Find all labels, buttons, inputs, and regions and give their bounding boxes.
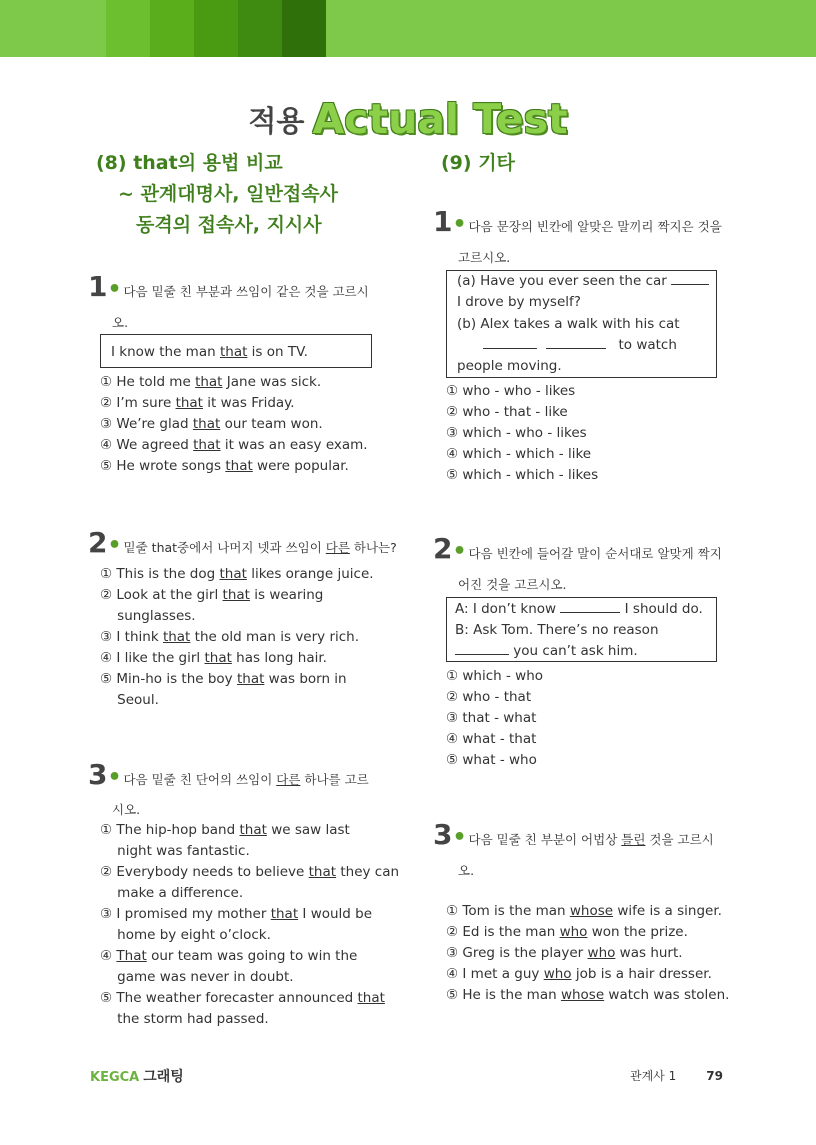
question-number: 1 <box>88 270 108 303</box>
option-continuation[interactable]: home by eight o’clock. <box>100 927 271 943</box>
options-list <box>100 564 374 711</box>
underlined-word: that <box>219 344 248 360</box>
question-1-right: 1• 다음 문장의 빈칸에 알맞은 말끼리 짝지은 것을 <box>433 205 722 238</box>
option[interactable]: ① Tom is the man whose wife is a singer. <box>446 903 722 919</box>
option[interactable]: ③ We’re glad that our team won. <box>100 416 323 432</box>
heading-line: ~ 관계대명사, 일반접속사 <box>118 183 338 205</box>
option[interactable]: ③ I promised my mother that I would be <box>100 906 373 922</box>
underlined-word: 다른 <box>325 540 350 555</box>
header-bar-segment <box>0 0 106 57</box>
question-prompt: 하나는? <box>349 540 397 555</box>
box-text: you can’t ask him. <box>513 643 638 659</box>
question-2-right: 2• 다음 빈칸에 들어갈 말이 순서대로 알맞게 짝지 <box>433 532 722 565</box>
box-text: (a) Have you ever seen the car <box>457 273 667 289</box>
question-prompt: 다음 문장의 빈칸에 알맞은 말끼리 짝지은 것을 <box>468 219 722 234</box>
brand-name: 그래팅 <box>143 1069 184 1085</box>
question-prompt: 것을 고르시 <box>645 832 714 847</box>
question-prompt: 다음 밑줄 친 부분이 어법상 <box>468 832 622 847</box>
chapter-label: 관계사 1 <box>630 1069 677 1083</box>
box-text: (b) Alex takes a walk with his cat <box>457 316 680 332</box>
section-heading-9: (9) 기타 <box>441 152 515 174</box>
section-heading-8 <box>96 148 338 241</box>
option[interactable]: ④ I met a guy who job is a hair dresser. <box>446 966 712 982</box>
option-continuation[interactable]: Seoul. <box>100 692 159 708</box>
option[interactable]: ② Ed is the man who won the prize. <box>446 924 688 940</box>
underlined-word: 틀린 <box>621 832 646 847</box>
option[interactable]: ④ We agreed that it was an easy exam. <box>100 437 368 453</box>
option[interactable]: ⑤ what - who <box>446 752 537 768</box>
header-color-bar <box>0 0 816 57</box>
option[interactable]: ② who - that - like <box>446 404 568 420</box>
title-english: Actual Test <box>312 95 568 143</box>
option[interactable]: ③ I think that the old man is very rich. <box>100 629 360 645</box>
header-bar-segment <box>150 0 194 57</box>
option[interactable]: ⑤ He wrote songs that were popular. <box>100 458 349 474</box>
question-3-left: 3• 다음 밑줄 친 단어의 쓰임이 다른 하나를 고르 <box>88 758 369 791</box>
question-prompt-cont: 시오. <box>112 802 141 817</box>
header-bar-segment <box>106 0 150 57</box>
box-text: to watch <box>618 337 677 353</box>
option-continuation[interactable]: game was never in doubt. <box>100 969 294 985</box>
option[interactable]: ④ That our team was going to win the <box>100 948 358 964</box>
heading-line: 동격의 접속사, 지시사 <box>136 214 322 236</box>
header-bar-segment <box>412 0 816 57</box>
box-text: B: Ask Tom. There’s no reason <box>455 622 659 638</box>
question-prompt-cont: 오. <box>458 863 475 878</box>
option[interactable]: ① who - who - likes <box>446 383 576 399</box>
option[interactable]: ③ which - who - likes <box>446 425 587 441</box>
example-box <box>446 270 717 378</box>
option[interactable]: ④ what - that <box>446 731 537 747</box>
option[interactable]: ③ Greg is the player who was hurt. <box>446 945 683 961</box>
dialogue-box <box>446 597 717 662</box>
option[interactable]: ⑤ The weather forecaster announced that <box>100 990 385 1006</box>
question-2-left: 2• 밑줄 that중에서 나머지 넷과 쓰임이 다른 하나는? <box>88 526 397 559</box>
option[interactable]: ① The hip-hop band that we saw last <box>100 822 350 838</box>
option-continuation[interactable]: make a difference. <box>100 885 244 901</box>
header-bar-segment <box>326 0 412 57</box>
header-bar-segment <box>194 0 238 57</box>
title-korean: 적용 <box>248 103 305 138</box>
header-bar-segment <box>238 0 282 57</box>
question-number: 2 <box>433 532 453 565</box>
options-list <box>100 372 368 477</box>
question-prompt: 하나를 고르 <box>300 772 369 787</box>
question-number: 3 <box>88 758 108 791</box>
options-list <box>446 901 729 1006</box>
header-bar-segment <box>282 0 326 57</box>
option[interactable]: ② Look at the girl that is wearing <box>100 587 324 603</box>
brand-logo-text: KEGCA <box>90 1070 140 1085</box>
question-number: 2 <box>88 526 108 559</box>
option[interactable]: ② who - that <box>446 689 532 705</box>
option[interactable]: ① He told me that Jane was sick. <box>100 374 322 390</box>
box-text: is on TV. <box>247 344 308 360</box>
example-box <box>100 334 372 368</box>
options-list <box>446 666 543 771</box>
option[interactable]: ⑤ Min-ho is the boy that was born in <box>100 671 347 687</box>
answer-blank <box>483 335 537 349</box>
underlined-word: 다른 <box>276 772 301 787</box>
option[interactable]: ② I’m sure that it was Friday. <box>100 395 295 411</box>
question-prompt: 다음 밑줄 친 부분과 쓰임이 같은 것을 고르시 <box>123 284 369 299</box>
option[interactable]: ⑤ which - which - likes <box>446 467 599 483</box>
question-number: 1 <box>433 205 453 238</box>
option[interactable]: ② Everybody needs to believe that they can <box>100 864 400 880</box>
answer-blank <box>560 599 620 613</box>
page-title <box>0 95 816 143</box>
box-text: I know the man <box>111 344 220 360</box>
footer-page-info <box>630 1067 723 1084</box>
footer-brand <box>90 1066 184 1086</box>
answer-blank <box>455 641 509 655</box>
question-1-left: 1• 다음 밑줄 친 부분과 쓰임이 같은 것을 고르시 <box>88 270 369 303</box>
option[interactable]: ⑤ He is the man whose watch was stolen. <box>446 987 730 1003</box>
page-number: 79 <box>706 1069 723 1083</box>
option-continuation[interactable]: night was fantastic. <box>100 843 250 859</box>
options-list <box>446 381 598 486</box>
question-prompt: 밑줄 that중에서 나머지 넷과 쓰임이 <box>123 540 326 555</box>
question-number: 3 <box>433 818 453 851</box>
answer-blank <box>671 271 709 285</box>
option-continuation[interactable]: the storm had passed. <box>100 1011 269 1027</box>
option[interactable]: ① which - who <box>446 668 544 684</box>
box-text: I should do. <box>624 601 703 617</box>
answer-blank <box>546 335 606 349</box>
option[interactable]: ① This is the dog that likes orange juice. <box>100 566 374 582</box>
question-prompt-cont: 고르시오. <box>458 250 511 265</box>
box-text: A: I don’t know <box>455 601 557 617</box>
question-3-right: 3• 다음 밑줄 친 부분이 어법상 틀린 것을 고르시 <box>433 818 714 851</box>
option-continuation[interactable]: sunglasses. <box>100 608 196 624</box>
options-list <box>100 820 399 1030</box>
heading-line: (8) that의 용법 비교 <box>96 152 283 174</box>
box-text: people moving. <box>457 358 562 374</box>
question-prompt: 다음 빈칸에 들어갈 말이 순서대로 알맞게 짝지 <box>468 546 722 561</box>
option[interactable]: ④ which - which - like <box>446 446 592 462</box>
question-prompt: 다음 밑줄 친 단어의 쓰임이 <box>123 772 277 787</box>
option[interactable]: ④ I like the girl that has long hair. <box>100 650 327 666</box>
question-prompt-cont: 오. <box>112 315 129 330</box>
question-prompt-cont: 어진 것을 고르시오. <box>458 577 567 592</box>
box-text: I drove by myself? <box>457 294 581 310</box>
option[interactable]: ③ that - what <box>446 710 537 726</box>
